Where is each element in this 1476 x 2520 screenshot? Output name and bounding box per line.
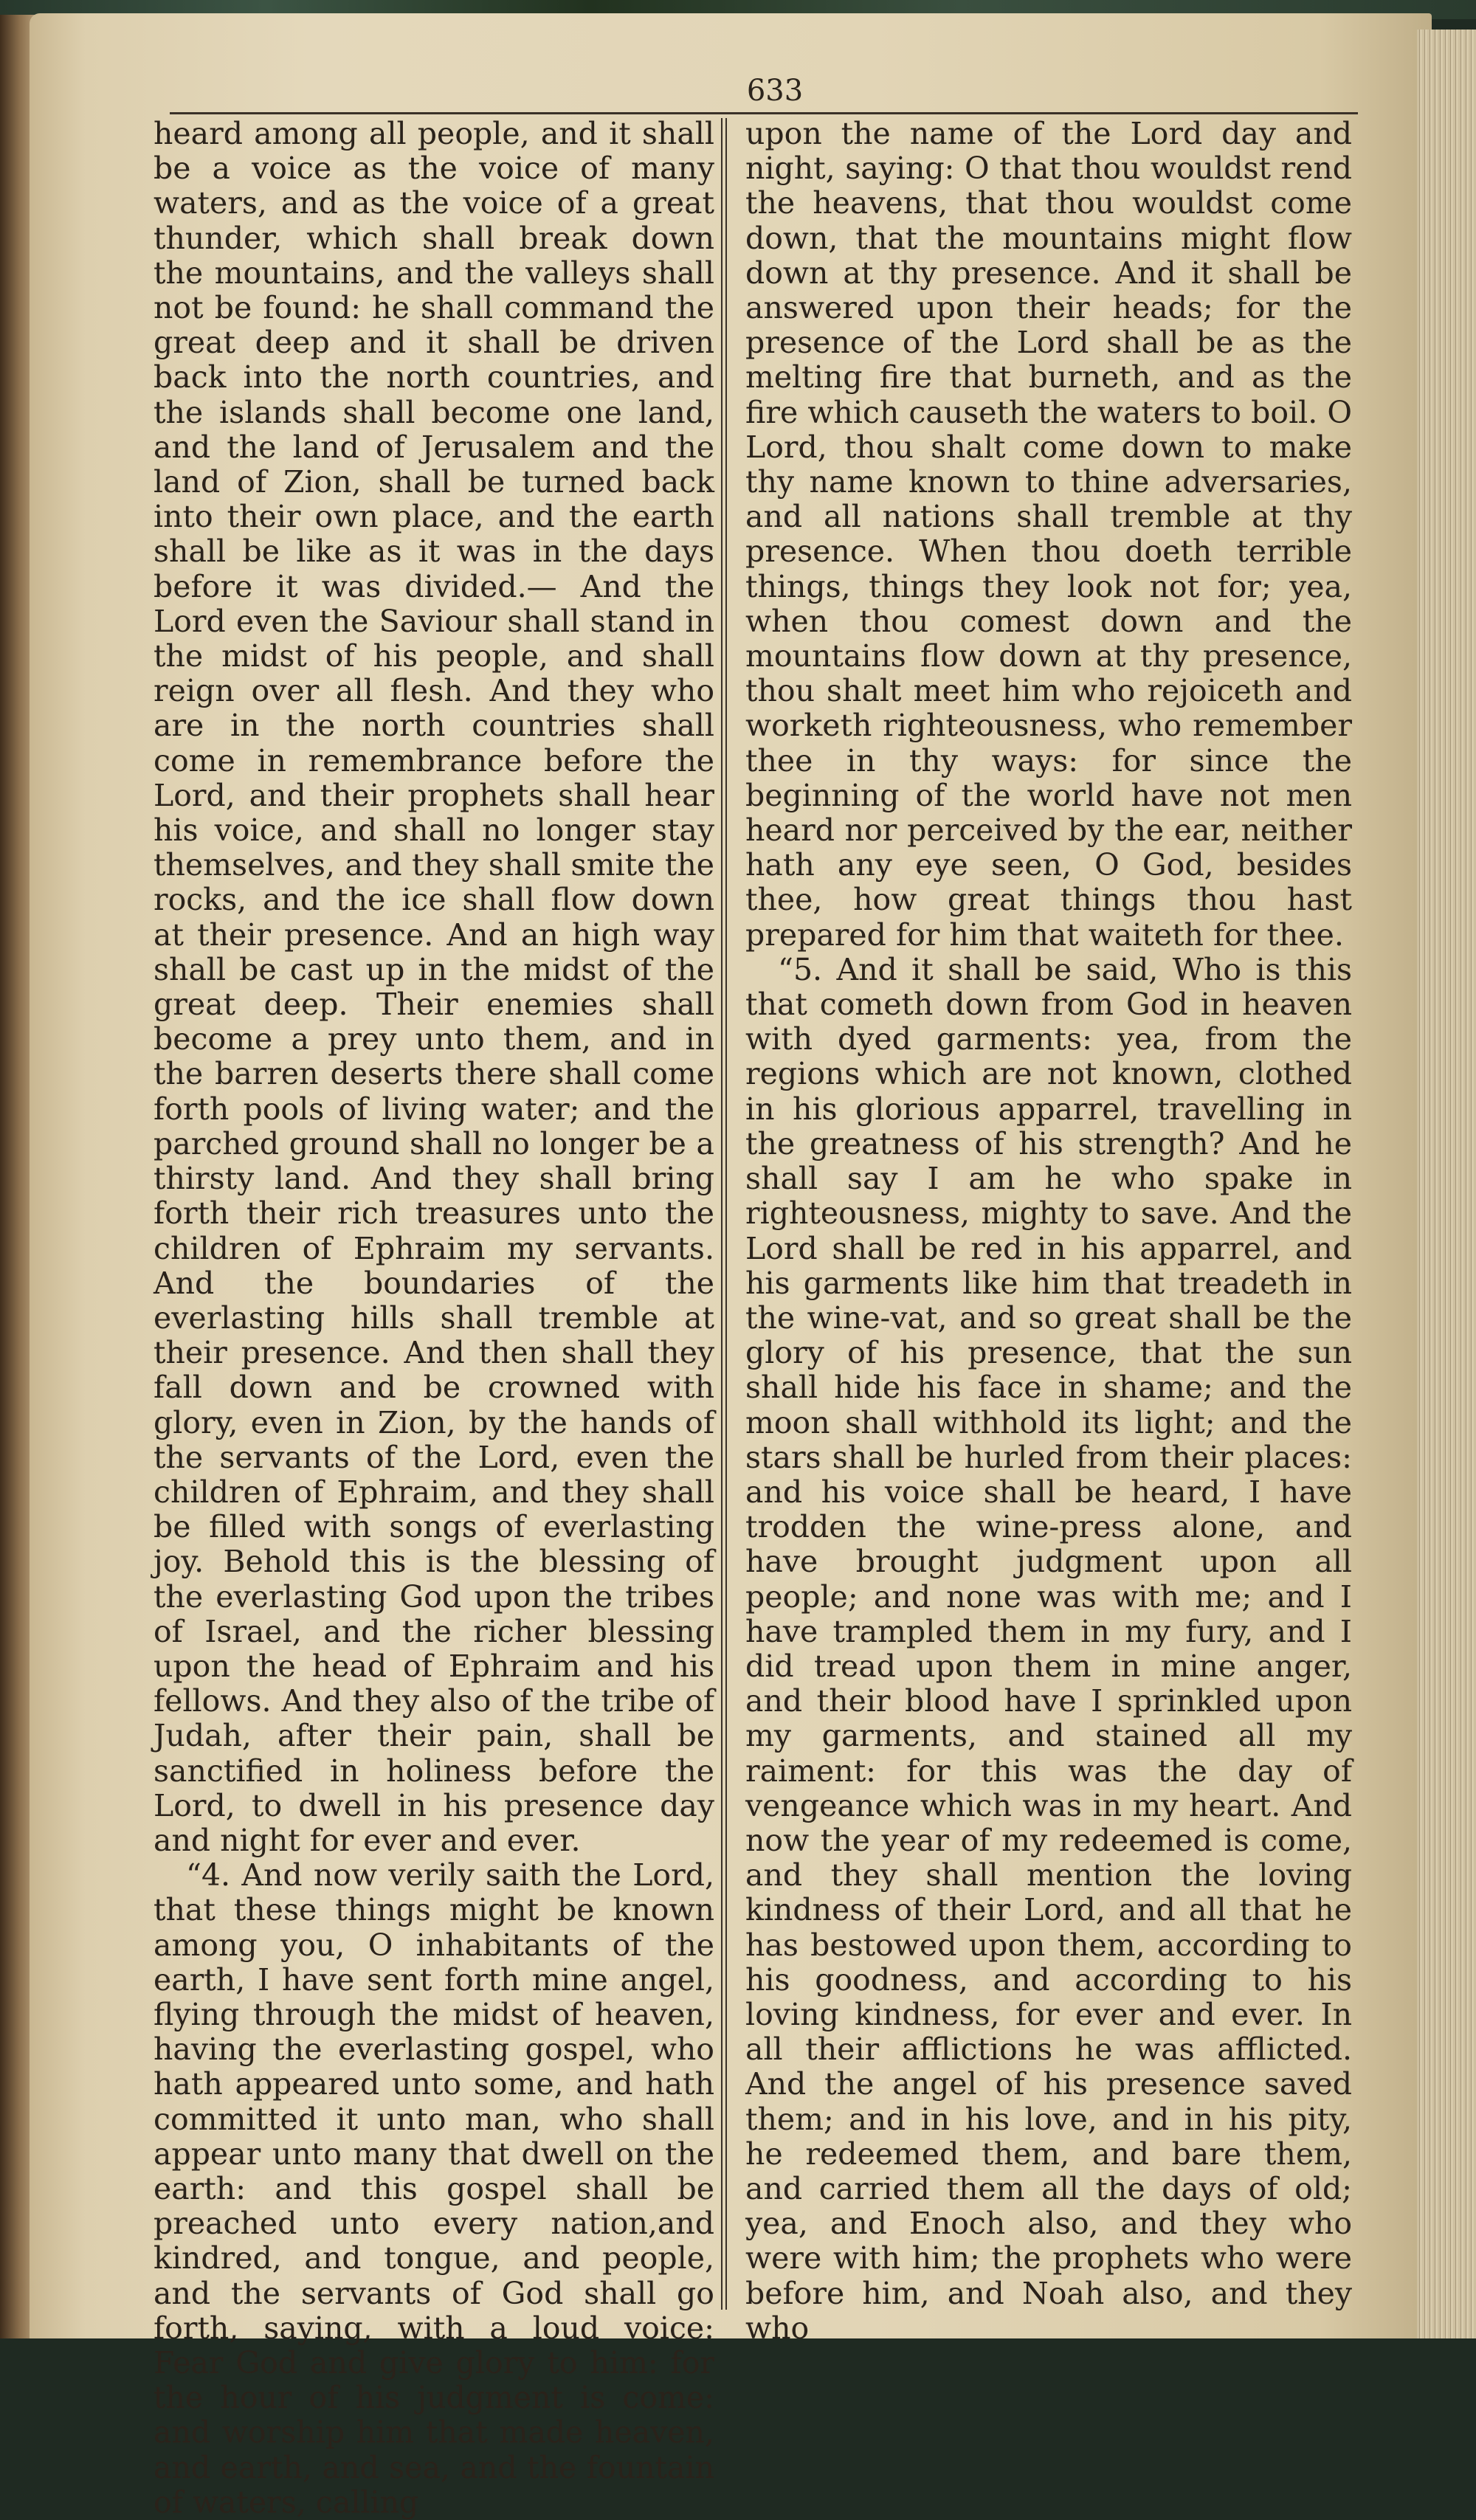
page-edges-stack xyxy=(1417,30,1476,2338)
left-paragraph-1: heard among all people, and it shall be a voice as the voice of many waters, and as the voice of a great thunder, which shall break down the mountains, and the valleys shall not be found: he shall command the great deep and it shall be driven back into the north countries, and the islands shall become one land, and the land of Jerusalem and the land of Zion, shall be turned back into their own place, and the earth shall be like as it was in the days before it was divided.— And the Lord even the Saviour shall stand in the midst of his people, and shall reign over all flesh. And they who are in the north countries shall come in remembrance before the Lord, and their prophets shall hear his voice, and shall no longer stay themselves, and they shall smite the rocks, and the ice shall flow down at their presence. And an high way shall be cast up in the midst of the great deep. Their enemies shall become a prey unto them, and in the barren deserts there shall come forth pools of living water; and the parched ground shall no longer be a thirsty land. And they shall bring forth their rich treasures unto the children of Ephraim my servants. And the boundaries of the everlasting hills shall tremble at their presence. And then shall they fall down and be crowned with glory, even in Zion, by the hands of the servants of the Lord, even the children of Ephraim, and they shall be filled with songs of everlasting joy. Behold this is the blessing of the everlasting God upon the tribes of Israel, and the richer blessing upon the head of Ephraim and his fellows. And they also of the tribe of Judah, after their pain, shall be sanctified in holiness before the Lord, to dwell in his presence day and night for ever and ever. xyxy=(154,116,714,1858)
left-column xyxy=(154,116,714,2520)
page-number: 633 xyxy=(746,74,804,108)
right-paragraph-1: upon the name of the Lord day and night, saying: O that thou wouldst rend the heavens, that thou wouldst come down, that the mountains might flow down at thy presence. And it shall be answered upon their heads; for the presence of the Lord shall be as the melting fire that burneth, and as the fire which causeth the waters to boil. O Lord, thou shalt come down to make thy name known to thine adversaries, and all nations shall tremble at thy presence. When thou doeth terrible things, things they look not for; yea, when thou comest down and the mountains flow down at thy presence, thou shalt meet him who rejoiceth and worketh righteousness, who remember thee in thy ways: for since the beginning of the world have not men heard nor perceived by the ear, neither hath any eye seen, O God, besides thee, how great things thou hast prepared for him that waiteth for thee. xyxy=(745,116,1352,953)
right-paragraph-2: “5. And it shall be said, Who is this that cometh down from God in heaven with dyed garments: yea, from the regions which are not known, clothed in his glorious apparrel, travelling in the greatness of his strength? And he shall say I am he who spake in righteousness, mighty to save. And the Lord shall be red in his apparrel, and his garments like him that treadeth in the wine-vat, and so great shall be the glory of his presence, that the sun shall hide his face in shame; and the moon shall withhold its light; and the stars shall be hurled from their places: and his voice shall be heard, I have trodden the wine-press alone, and have brought judgment upon all people; and none was with me; and I have trampled them in my fury, and I did tread upon them in mine anger, and their blood have I sprinkled upon my garments, and stained all my raiment: for this was the day of vengeance which was in my heart. And now the year of my redeemed is come, and they shall mention the loving kindness of their Lord, and all that he has bestowed upon them, according to his goodness, and according to his loving kindness, for ever and ever. In all their afflictions he was afflicted. And the angel of his presence saved them; and in his love, and in his pity, he redeemed them, and bare them, and carried them all the days of old; yea, and Enoch also, and they who were with him; the prophets who were before him, and Noah also, and they who xyxy=(745,951,1352,2346)
header-rule xyxy=(170,112,1358,114)
column-divider xyxy=(721,118,727,2310)
right-column xyxy=(745,116,1352,2346)
left-paragraph-2: “4. And now verily saith the Lord, that these things might be known among you, O inhabitants of the earth, I have sent forth mine angel, flying through the midst of heaven, having the everlasting gospel, who hath appeared unto some, and hath committed it unto man, who shall appear unto many that dwell on the earth: and this gospel shall be preached unto every nation,and kindred, and tongue, and people, and the servants of God shall go forth, saying, with a loud voice: Fear God and give glory to him: for the hour of his judgment is come: and worship him that made heaven, and earth, and sea, and the fountain of waters, calling xyxy=(154,1857,714,2520)
